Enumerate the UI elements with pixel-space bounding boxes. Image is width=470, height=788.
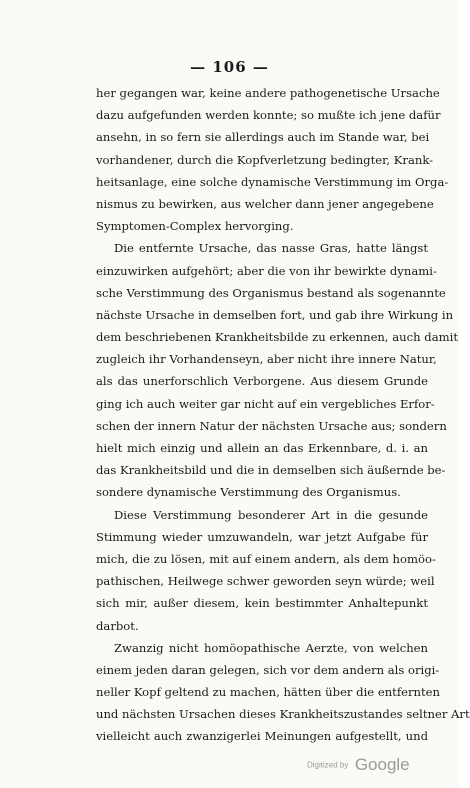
body-text <box>96 82 470 748</box>
text-line: pathischen, Heilwege schwer geworden seyn würde; weil <box>96 574 435 589</box>
text-line: das Krankheitsbild und die in demselben sich äußernde be- <box>96 463 446 478</box>
text-line: dem beschriebenen Krankheitsbilde zu erkennen, auch damit <box>96 330 458 345</box>
text-line: her gegangen war, keine andere pathogenetische Ursache <box>96 86 440 100</box>
text-line: ansehn, in so fern sie allerdings auch im Stande war, bei <box>96 130 430 145</box>
text-line: sich mir, außer diesem, kein bestimmter Anhaltepunkt <box>96 596 428 611</box>
text-line: neller Kopf geltend zu machen, hätten über die entfernten <box>96 685 440 700</box>
text-line: mich, die zu lösen, mit auf einem andern, als dem homöo- <box>96 551 436 566</box>
text-line: zugleich ihr Vorhandenseyn, aber nicht ihre innere Natur, <box>96 352 437 367</box>
text-line: heitsanlage, eine solche dynamische Verstimmung im Orga- <box>96 174 449 189</box>
watermark-prefix: Digitized by <box>307 760 349 770</box>
text-line: Diese Verstimmung besonderer Art in die gesunde <box>114 507 428 522</box>
google-logo: Google <box>354 755 410 774</box>
page-number-header: — 106 — <box>190 58 269 76</box>
text-line: Stimmung wieder umzuwandeln, war jetzt Aufgabe für <box>96 529 428 544</box>
text-line: einem jeden daran gelegen, sich vor dem andern als origi- <box>96 662 440 677</box>
text-line: dazu aufgefunden werden konnte; so mußte ich jene dafür <box>96 108 441 123</box>
text-line: Die entfernte Ursache, das nasse Gras, hatte längst <box>114 241 428 256</box>
text-line: sche Verstimmung des Organismus bestand als sogenannte <box>96 285 446 300</box>
text-line: und nächsten Ursachen dieses Krankheitszustandes seltner Art <box>96 707 470 722</box>
text-line: nismus zu bewirken, aus welcher dann jener angegebene <box>96 196 434 211</box>
text-line: sondere dynamische Verstimmung des Organismus. <box>96 485 401 500</box>
text-line: schen der innern Natur der nächsten Ursache aus; sondern <box>96 418 447 433</box>
text-line: Zwanzig nicht homöopathische Aerzte, von welchen <box>114 640 428 655</box>
text-line: hielt mich einzig und allein an das Erkennbare, d. i. an <box>96 441 428 455</box>
text-line: nächste Ursache in demselben fort, und gab ihre Wirkung in <box>96 307 454 322</box>
text-line: vielleicht auch zwanzigerlei Meinungen aufgestellt, und <box>96 729 428 744</box>
text-line: als das unerforschlich Verborgene. Aus diesem Grunde <box>96 374 428 389</box>
text-line: ging ich auch weiter gar nicht auf ein vergebliches Erfor- <box>96 396 435 411</box>
text-line: darbot. <box>96 618 139 633</box>
text-line: einzuwirken aufgehört; aber die von ihr bewirkte dynami- <box>96 263 437 278</box>
digitized-watermark <box>307 755 410 775</box>
text-line: vorhandener, durch die Kopfverletzung bedingter, Krank- <box>96 152 434 167</box>
text-line: Symptomen-Complex hervorging. <box>96 219 294 234</box>
